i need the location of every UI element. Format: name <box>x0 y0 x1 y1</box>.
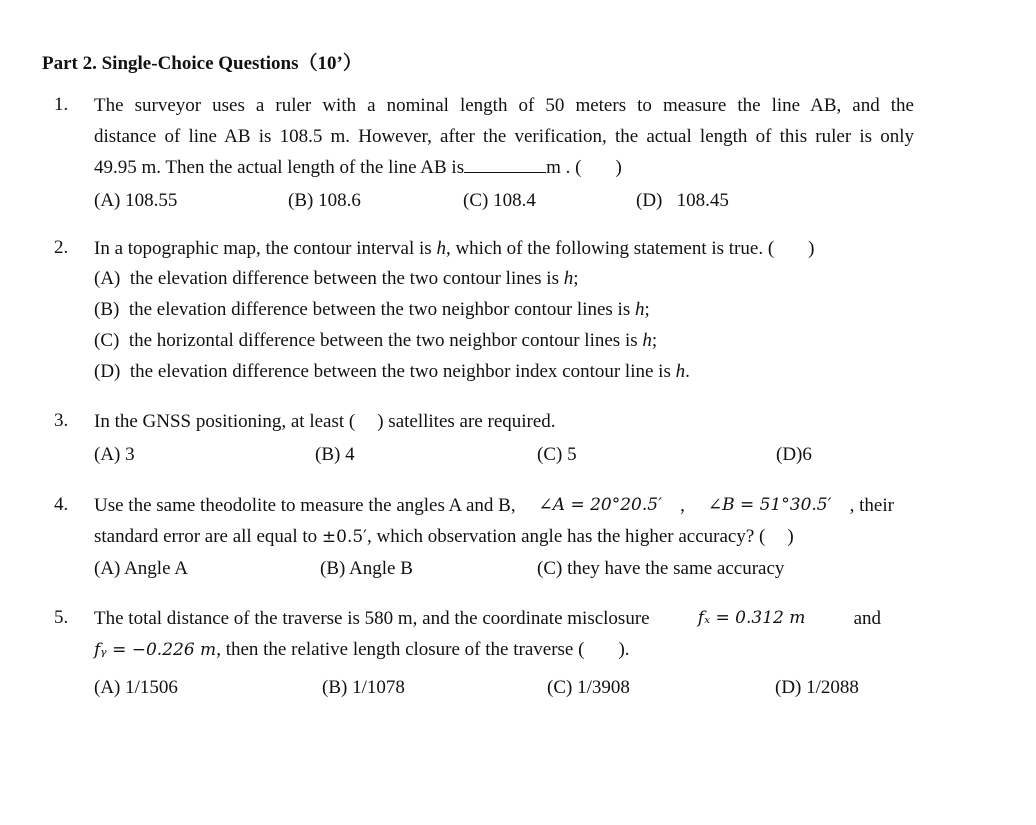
option-b <box>94 299 650 321</box>
stem-text: and <box>853 608 881 629</box>
option-a: (A) Angle A <box>94 558 188 579</box>
option-b: (B) 4 <box>315 444 355 465</box>
stem-text: In a topographic map, the contour interval is <box>94 238 437 259</box>
stem-line <box>94 406 914 437</box>
option-punct: ; <box>573 268 579 289</box>
stem-text: ) <box>615 157 622 178</box>
stem-text: standard error are all equal to <box>94 526 322 547</box>
angle-a: ∠A = 20°20.5′ <box>538 495 662 515</box>
option-d: (D) 1/2088 <box>775 677 859 698</box>
option-a <box>94 268 579 290</box>
question-number: 3. <box>54 410 69 431</box>
option-c: (C) they have the same accuracy <box>537 558 785 579</box>
question-stem <box>94 603 914 665</box>
variable-h: h <box>436 238 446 259</box>
answer-blank <box>464 154 546 173</box>
stem-text: ) <box>808 238 815 259</box>
stem-text: , which observation angle has the higher accuracy? ( <box>367 526 766 547</box>
question-number: 4. <box>54 494 69 515</box>
stem-line: The surveyor uses a ruler with a nominal length of 50 meters to measure the line AB, and the <box>94 95 914 116</box>
stem-text: , <box>680 495 690 516</box>
question-stem <box>94 90 914 183</box>
stem-text: Use the same theodolite to measure the angles A and B, <box>94 495 521 516</box>
section-heading: Part 2. Single-Choice Questions（10’） <box>42 53 362 74</box>
option-punct: ; <box>644 299 650 320</box>
stem-line <box>94 233 914 264</box>
stem-line: distance of line AB is 108.5 m. However, after the verification, the actual length of this ruler is only <box>94 126 914 147</box>
option-punct: ; <box>651 330 658 351</box>
option-c: (C) 1/3908 <box>547 677 630 698</box>
variable-h: h <box>642 330 652 351</box>
option-b: (B) Angle B <box>320 558 413 579</box>
option-text: (C) the horizontal difference between the two neighbor contour lines is <box>94 330 643 351</box>
question-number: 1. <box>54 94 69 115</box>
stem-text: 49.95 m. Then the actual length of the line AB is <box>94 157 465 178</box>
stem-text: ) <box>787 526 794 547</box>
option-text: (D) the elevation difference between the two neighbor index contour line is <box>94 361 676 382</box>
option-b: (B) 108.6 <box>288 190 361 211</box>
stem-line <box>94 152 914 183</box>
option-a: (A) 1/1506 <box>94 677 178 698</box>
standard-error: ±0.5′ <box>321 527 368 547</box>
stem-text: The total distance of the traverse is 580 m, and the coordinate misclosure <box>94 608 650 629</box>
option-c: (C) 108.4 <box>463 190 536 211</box>
question-number: 5. <box>54 607 69 628</box>
stem-line <box>94 634 914 665</box>
option-b: (B) 1/1078 <box>322 677 405 698</box>
option-a: (A) 108.55 <box>94 190 178 211</box>
question-stem <box>94 233 914 264</box>
stem-text: , then the relative length closure of the traverse ( <box>216 639 585 660</box>
stem-text: ) satellites are required. <box>377 411 556 432</box>
misclosure-fy: fᵧ = −0.226 m <box>94 640 217 660</box>
option-punct: . <box>685 361 690 382</box>
stem-text: m . ( <box>546 157 582 178</box>
option-d: (D) 108.45 <box>636 190 729 211</box>
variable-h: h <box>634 299 645 320</box>
option-c: (C) 5 <box>537 444 577 465</box>
variable-h: h <box>563 268 574 289</box>
option-a: (A) 3 <box>94 444 135 465</box>
question-number: 2. <box>54 237 69 258</box>
option-d <box>94 361 690 383</box>
option-text: (A) the elevation difference between the two contour lines is <box>94 268 564 289</box>
angle-b: ∠B = 51°30.5′ <box>707 495 832 515</box>
misclosure-fx: fₓ = 0.312 m <box>697 608 806 628</box>
stem-text: In the GNSS positioning, at least ( <box>94 411 356 432</box>
option-d: (D)6 <box>776 444 812 465</box>
stem-text: , their <box>849 495 894 516</box>
question-stem <box>94 490 914 552</box>
option-c <box>94 330 657 352</box>
option-text: (B) the elevation difference between the two neighbor contour lines is <box>94 299 635 320</box>
question-stem <box>94 406 914 437</box>
stem-line <box>94 521 914 552</box>
stem-line <box>94 490 894 521</box>
stem-text: ). <box>618 639 630 660</box>
stem-line <box>94 603 881 634</box>
variable-h: h <box>675 361 686 382</box>
stem-text: , which of the following statement is true. ( <box>445 238 775 259</box>
